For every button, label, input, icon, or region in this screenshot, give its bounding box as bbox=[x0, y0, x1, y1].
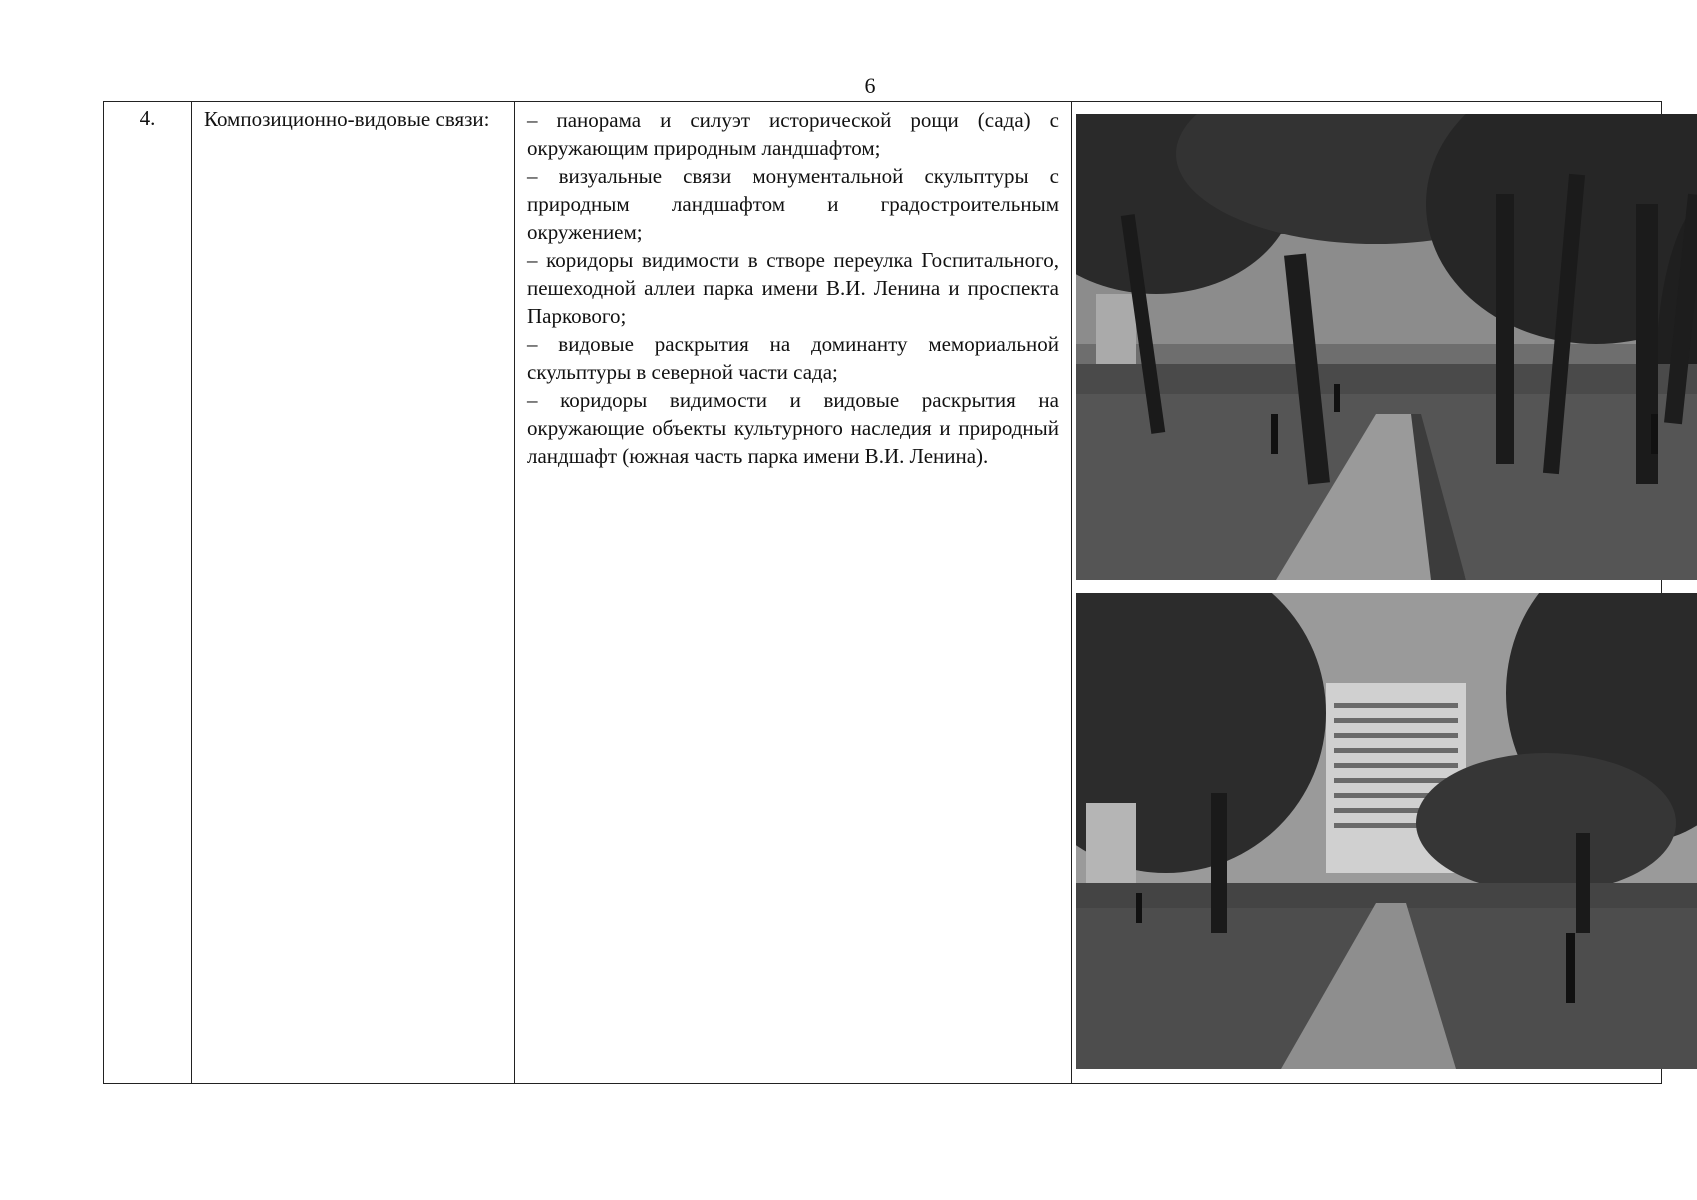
list-item: – панорама и силуэт исторической рощи (сада) с окружающим природным ландшафтом; bbox=[527, 108, 1059, 160]
list-item: – визуальные связи монументальной скульптуры с природным ландшафтом и градостроительным окружением; bbox=[527, 164, 1059, 244]
list-item: – видовые раскрытия на доминанту мемориальной скульптуры в северной части сада; bbox=[527, 332, 1059, 384]
row-description bbox=[515, 102, 1072, 1084]
row-index: 4. bbox=[104, 102, 192, 1084]
park-view-photo bbox=[1076, 593, 1697, 1069]
row-title: Композиционно-видовые связи: bbox=[192, 102, 515, 1084]
park-alley-photo bbox=[1076, 114, 1697, 580]
list-item: – коридоры видимости в створе переулка Госпитального, пешеходной аллеи парка имени В.И. Ленина и проспекта Паркового; bbox=[527, 248, 1059, 328]
park-view-image bbox=[1076, 593, 1697, 1069]
list-item: – коридоры видимости и видовые раскрытия на окружающие объекты культурного наследия и природный ландшафт (южная часть парка имени В.И. Ленина). bbox=[527, 388, 1059, 468]
park-alley-image bbox=[1076, 114, 1697, 580]
page-number: 6 bbox=[864, 73, 876, 98]
heritage-table bbox=[103, 101, 1662, 1084]
photos-cell bbox=[1072, 102, 1662, 1084]
table-row bbox=[104, 102, 1662, 1084]
